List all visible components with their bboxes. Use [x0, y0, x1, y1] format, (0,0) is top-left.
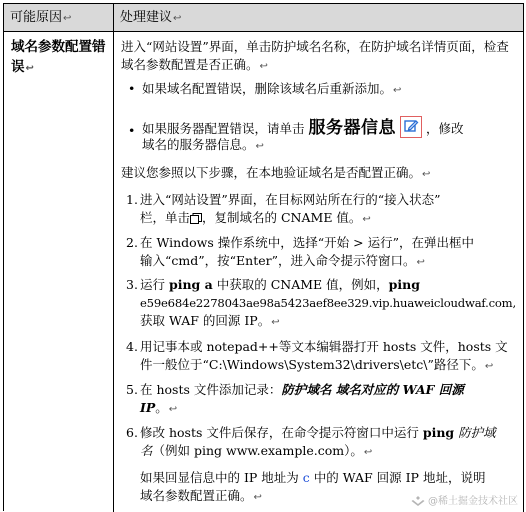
header-cause: 可能原因↩ [10, 10, 72, 25]
cause-text: 域名参数配置错误↩ [11, 39, 106, 75]
header-divider [113, 4, 114, 31]
advice-cell: 进入“网站设置”界面，单击防护域名名称，在防护域名详情页面，检查域名参数配置是否正确。↩ • 如果域名配置错误，删除该域名后重新添加。↩ • 如果服务器配置错误，请单击 服务器信息 ，修改 域名的服务器信息。↩ 建议您参照以下步骤，在本地验证域名是否配置正确。↩ 1. 进入“网站设置”界面，在目标网站所在行的“接入状态” 栏，单击 ，复制域名的 CNAME 值。↩ 2. 在 Windows 操作系统中，选择“开始 > 运行”，在弹出框中 输入“cmd”，按“Enter”，进入命令提示符窗口。↩ 3. 运行 ping a 中获取的 CNAME 值，例如，ping e59e684e2278043ae98a5423aef8ee329.vip.huaweicloudwaf.com, 获取 WAF 的回源 IP。↩ 4. 用记事本或 notepad++等文本编辑器打开 hosts 文件，hosts 文 件一般位于“C:\Windows\System32\drivers\etc\”路径下。↩ 5. 在 hosts 文件添加记录：防护域名 域名对应的 WAF 回源 IP。↩ 6. 修改 hosts 文件后保存，在命令提示符窗口中运行 ping 防护域 名（例如 ping www.example.com）。↩ 如果回显信息中的 IP 地址为 c 中的 WAF 回源 IP 地址，说明 域名参数配置正确。↩ [114, 32, 524, 512]
edit-icon[interactable] [400, 116, 422, 138]
bullet-dot: • [128, 81, 136, 96]
header-advice: 处理建议↩ [120, 10, 182, 25]
bullet-dot: • [128, 123, 136, 138]
cause-cell [4, 32, 113, 512]
suggest-paragraph: 建议您参照以下步骤，在本地验证域名是否配置正确。↩ [121, 165, 431, 180]
advice-table [3, 3, 524, 511]
intro-paragraph: 进入“网站设置”界面，单击防护域名名称，在防护域名详情页面，检查域名参数配置是否正确。↩ [121, 39, 509, 72]
server-info-label: 服务器信息 [308, 118, 396, 138]
watermark: @稀土掘金技术社区 [411, 492, 518, 507]
table-header [4, 4, 524, 32]
juejin-logo-icon [411, 496, 425, 506]
copy-icon [190, 211, 202, 222]
